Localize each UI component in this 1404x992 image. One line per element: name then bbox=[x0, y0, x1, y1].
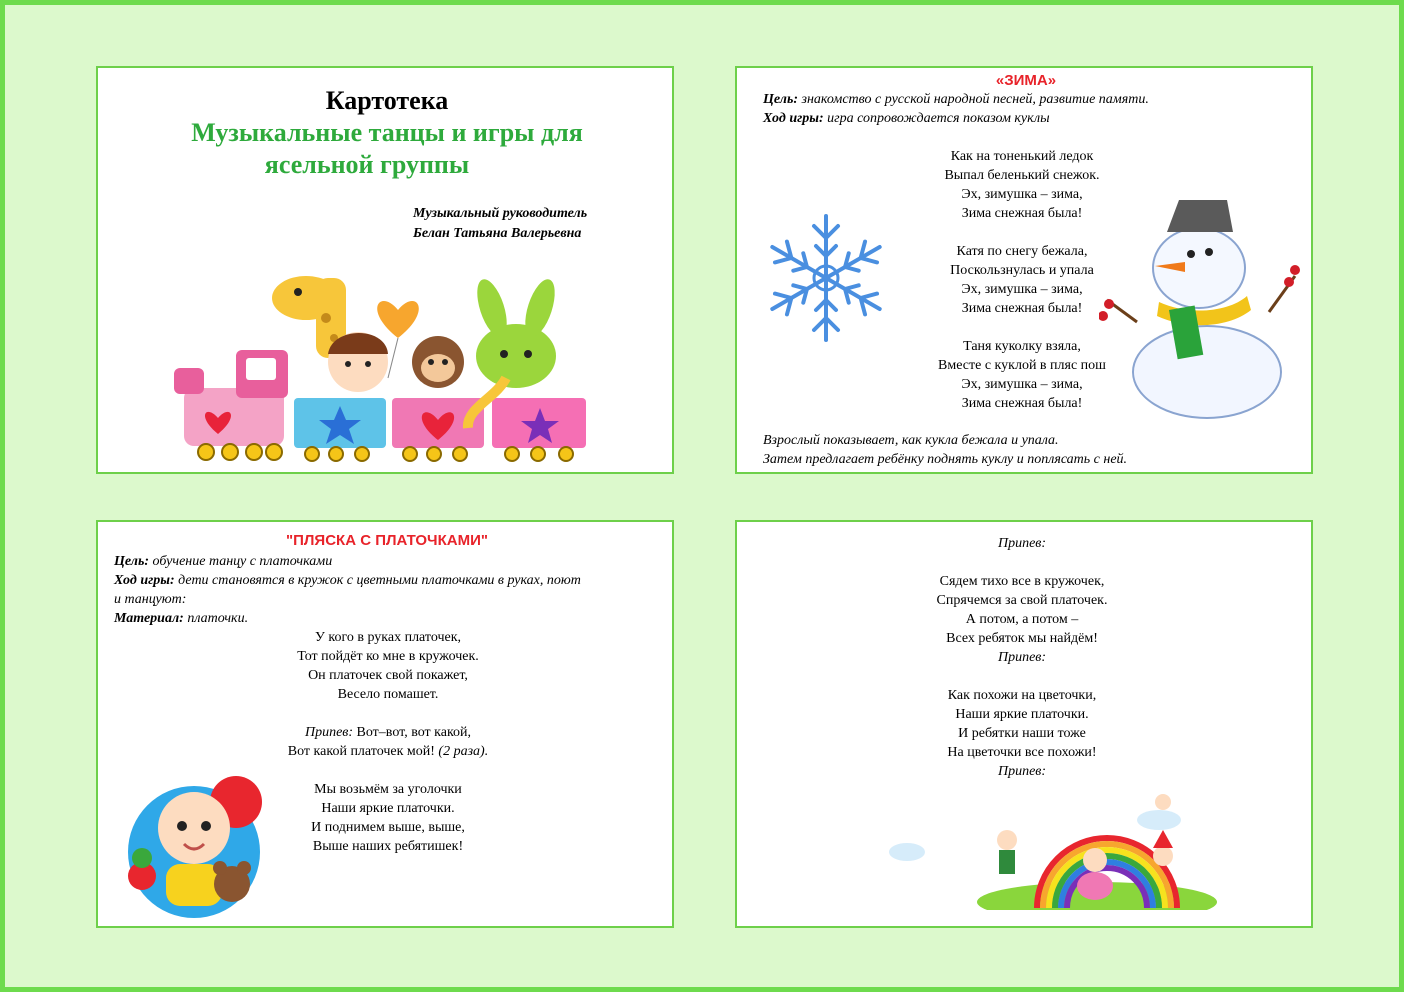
plyaska-heading: "ПЛЯСКА С ПЛАТОЧКАМИ" bbox=[286, 532, 488, 549]
bunny-head bbox=[476, 324, 556, 388]
zima-goal-text: знакомство с русской народной песней, развитие памяти. bbox=[798, 92, 1149, 107]
refrain-times: (2 раза). bbox=[438, 744, 489, 759]
kid-figure bbox=[1153, 846, 1173, 866]
zima-course-text: игра сопровождается показом куклы bbox=[823, 111, 1050, 126]
verse-line: Поскользнулась и упала bbox=[950, 263, 1094, 278]
zima-course-label: Ход игры: bbox=[763, 111, 824, 126]
verse-line: Зима снежная была! bbox=[961, 301, 1083, 316]
kid-figure bbox=[1155, 794, 1171, 810]
verse-line: Весело помашет. bbox=[337, 687, 439, 702]
plyaska-meta bbox=[114, 552, 664, 628]
verse-line: На цветочки все похожи! bbox=[947, 745, 1097, 760]
continuation-verses bbox=[867, 534, 1177, 781]
catalog-title: Картотека bbox=[325, 86, 449, 115]
snowflake-icon bbox=[751, 213, 901, 343]
plyaska-course-text-2: и танцуют: bbox=[114, 592, 187, 607]
baby-head bbox=[158, 792, 230, 864]
baby-with-bear-illustration bbox=[124, 772, 274, 922]
verse-line: Эх, зимушка – зима, bbox=[961, 282, 1083, 297]
refrain-line bbox=[238, 742, 538, 761]
verse-line: Как похожи на цветочки, bbox=[947, 688, 1097, 703]
verse-line: Тот пойдёт ко мне в кружочек. bbox=[297, 649, 479, 664]
refrain-label: Припев: bbox=[997, 536, 1047, 551]
verse-line: Зима снежная была! bbox=[961, 206, 1083, 221]
rainbow-kids-illustration bbox=[887, 790, 1217, 910]
catalog-subtitle-line2: ясельной группы bbox=[264, 150, 470, 179]
cloud-icon bbox=[889, 843, 925, 861]
verse-line: Наши яркие платочки. bbox=[321, 801, 455, 816]
heart-balloon bbox=[377, 301, 419, 338]
verse-line: Он платочек свой покажет, bbox=[308, 668, 468, 683]
verse-line: Катя по снегу бежала, bbox=[956, 244, 1088, 259]
verse-line: Вместе с куклой в пляс пош bbox=[938, 358, 1106, 373]
refrain-label: Припев: bbox=[304, 725, 354, 740]
toy-train-illustration bbox=[166, 258, 596, 463]
verse-line: А потом, а потом – bbox=[965, 612, 1079, 627]
kid-figure bbox=[1083, 848, 1107, 872]
plyaska-material-text: платочки. bbox=[183, 611, 249, 626]
plyaska-goal-label: Цель: bbox=[114, 554, 149, 569]
verse-line: Мы возьмём за уголочки bbox=[314, 782, 462, 797]
verse-line: Как на тоненький ледок bbox=[950, 149, 1094, 164]
snowman-body bbox=[1133, 326, 1281, 418]
author-block bbox=[413, 204, 587, 244]
refrain-line bbox=[238, 723, 538, 742]
verse-line: И поднимем выше, выше, bbox=[311, 820, 465, 835]
zima-notes bbox=[763, 431, 1303, 469]
verse-line: Выше наших ребятишек! bbox=[312, 839, 464, 854]
refrain-label: Припев: bbox=[997, 764, 1047, 779]
card-zima bbox=[735, 66, 1313, 474]
catalog-subtitle-line1: Музыкальные танцы и игры для bbox=[191, 118, 583, 147]
verse-line: И ребятки наши тоже bbox=[958, 726, 1086, 741]
zima-meta bbox=[763, 90, 1303, 128]
verse-line: Эх, зимушка – зима, bbox=[961, 187, 1083, 202]
cloud-icon bbox=[1137, 810, 1181, 830]
giraffe-head bbox=[272, 276, 340, 320]
zima-note-1: Взрослый показывает, как кукла бежала и упала. bbox=[763, 433, 1059, 448]
author-role: Музыкальный руководитель bbox=[413, 206, 588, 221]
kid-figure bbox=[997, 830, 1017, 850]
author-name: Белан Татьяна Валерьевна bbox=[413, 226, 582, 241]
giraffe-eye bbox=[294, 288, 302, 296]
card-title-page bbox=[96, 66, 674, 474]
train-chimney bbox=[174, 368, 204, 394]
snowman-illustration bbox=[1099, 192, 1305, 422]
bucket-hat bbox=[1167, 200, 1233, 232]
verse-line: Сядем тихо все в кружочек, bbox=[939, 574, 1105, 589]
zima-goal-label: Цель: bbox=[763, 92, 798, 107]
zima-note-2: Затем предлагает ребёнку поднять куклу и поплясать с ней. bbox=[763, 452, 1128, 467]
zima-heading: «ЗИМА» bbox=[995, 72, 1057, 89]
verse-line: Таня куколку взяла, bbox=[963, 339, 1081, 354]
card-plyaska bbox=[96, 520, 674, 928]
verse-line: Эх, зимушка – зима, bbox=[961, 377, 1083, 392]
verse-line: У кого в руках платочек, bbox=[314, 630, 462, 645]
verse-line: Спрячемся за свой платочек. bbox=[936, 593, 1108, 608]
verse-line: Зима снежная была! bbox=[961, 396, 1083, 411]
plyaska-course-text: дети становятся в кружок с цветными платочками в руках, поют bbox=[174, 573, 581, 588]
plyaska-verses bbox=[238, 628, 538, 856]
card-continuation bbox=[735, 520, 1313, 928]
plyaska-course-label: Ход игры: bbox=[114, 573, 175, 588]
verse-line: Выпал беленький снежок. bbox=[944, 168, 1100, 183]
verse-line: Наши яркие платочки. bbox=[955, 707, 1089, 722]
refrain-text: Вот какой платочек мой! bbox=[287, 744, 439, 759]
verse-line: Всех ребяток мы найдём! bbox=[946, 631, 1098, 646]
refrain-text: Вот–вот, вот какой, bbox=[353, 725, 472, 740]
train-engine-window bbox=[246, 358, 276, 380]
plyaska-material-label: Материал: bbox=[114, 611, 184, 626]
refrain-label: Припев: bbox=[997, 650, 1047, 665]
plyaska-goal-text: обучение танцу с платочками bbox=[149, 554, 333, 569]
